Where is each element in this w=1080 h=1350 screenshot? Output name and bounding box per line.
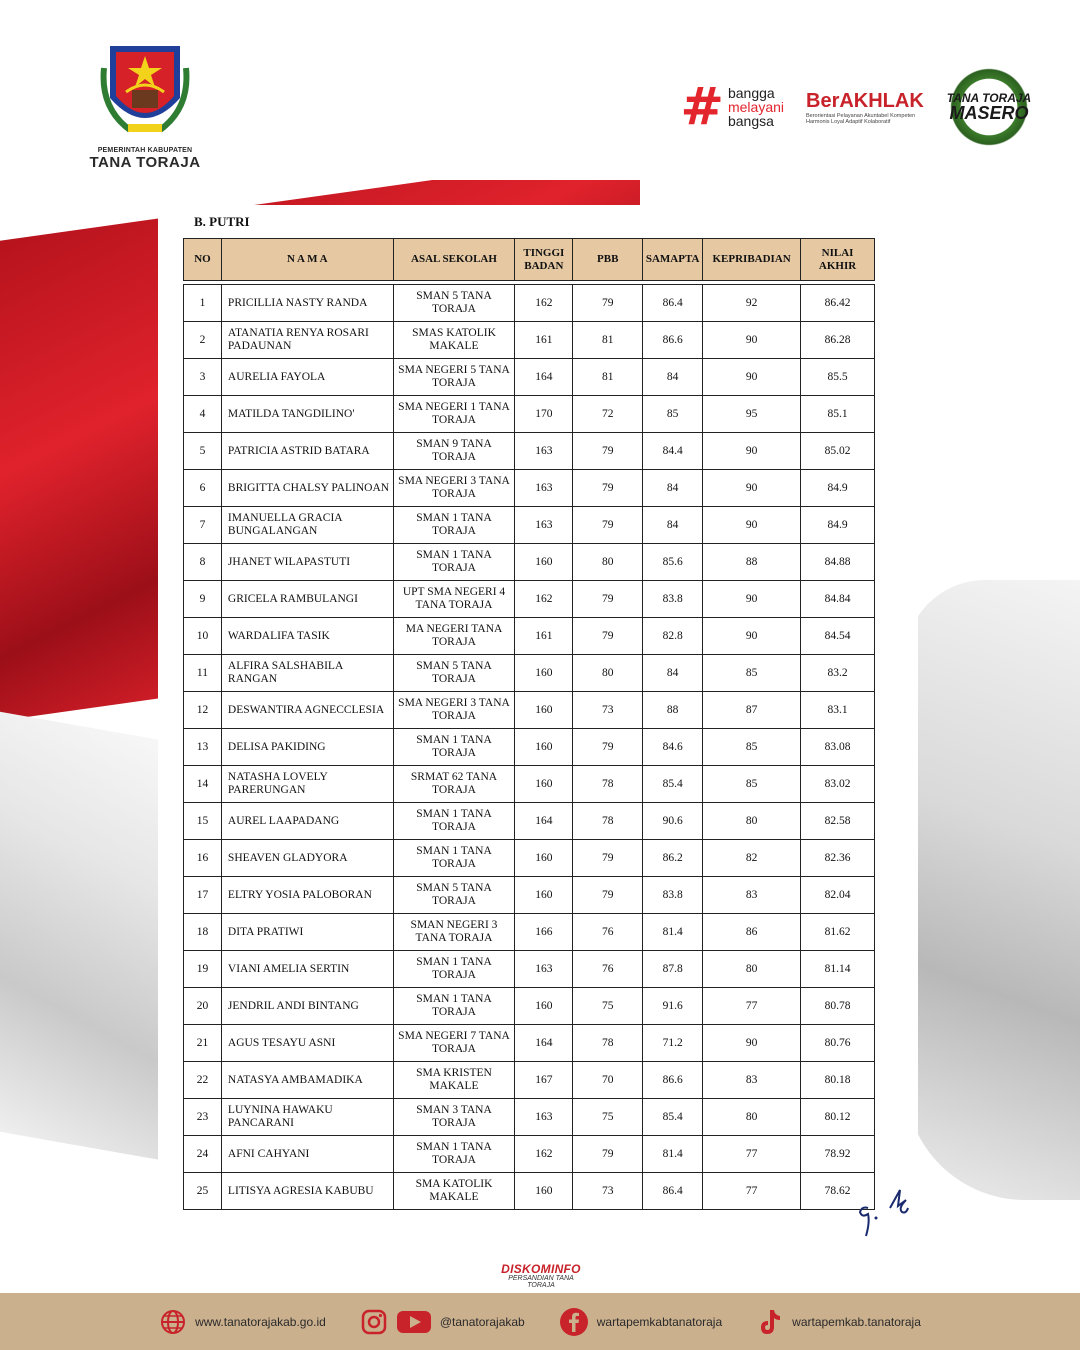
samapta-cell: 82.8 xyxy=(643,618,703,655)
sekolah-cell: SRMAT 62 TANA TORAJA xyxy=(393,766,515,803)
kepribadian-cell: 90 xyxy=(703,359,801,396)
flag-right-fold xyxy=(905,580,1080,1200)
instagram-icon xyxy=(360,1308,388,1336)
pbb-cell: 75 xyxy=(573,988,643,1025)
no-cell: 23 xyxy=(184,1099,222,1136)
header-cell: PBB xyxy=(573,239,643,281)
pbb-cell: 80 xyxy=(573,655,643,692)
kepribadian-cell: 90 xyxy=(703,618,801,655)
tinggi-cell: 162 xyxy=(515,581,573,618)
samapta-cell: 86.4 xyxy=(643,1173,703,1210)
nama-cell: WARDALIFA TASIK xyxy=(221,618,393,655)
samapta-cell: 86.6 xyxy=(643,322,703,359)
pbb-cell: 76 xyxy=(573,914,643,951)
nilai-cell: 83.1 xyxy=(801,692,875,729)
results-table xyxy=(183,238,875,1210)
samapta-cell: 84 xyxy=(643,470,703,507)
pbb-cell: 70 xyxy=(573,1062,643,1099)
nama-cell: JENDRIL ANDI BINTANG xyxy=(221,988,393,1025)
samapta-cell: 83.8 xyxy=(643,877,703,914)
pbb-cell: 79 xyxy=(573,581,643,618)
tinggi-cell: 170 xyxy=(515,396,573,433)
table-row xyxy=(184,396,875,433)
pbb-cell: 79 xyxy=(573,1136,643,1173)
facebook-icon xyxy=(559,1307,589,1337)
tinggi-cell: 160 xyxy=(515,988,573,1025)
nilai-cell: 82.58 xyxy=(801,803,875,840)
nilai-cell: 81.14 xyxy=(801,951,875,988)
table-row xyxy=(184,766,875,803)
nama-cell: IMANUELLA GRACIA BUNGALANGAN xyxy=(221,507,393,544)
nilai-cell: 84.88 xyxy=(801,544,875,581)
header-cell: KEPRIBADIAN xyxy=(703,239,801,281)
pbb-cell: 72 xyxy=(573,396,643,433)
table-row xyxy=(184,877,875,914)
table-row xyxy=(184,507,875,544)
kepribadian-cell: 90 xyxy=(703,322,801,359)
tinggi-cell: 160 xyxy=(515,766,573,803)
sekolah-cell: SMA NEGERI 7 TANA TORAJA xyxy=(393,1025,515,1062)
kepribadian-cell: 90 xyxy=(703,470,801,507)
no-cell: 7 xyxy=(184,507,222,544)
nama-cell: VIANI AMELIA SERTIN xyxy=(221,951,393,988)
table-row xyxy=(184,803,875,840)
pbb-cell: 79 xyxy=(573,618,643,655)
nama-cell: ALFIRA SALSHABILA RANGAN xyxy=(221,655,393,692)
kepribadian-cell: 83 xyxy=(703,877,801,914)
tinggi-cell: 160 xyxy=(515,840,573,877)
tinggi-cell: 162 xyxy=(515,1136,573,1173)
kepribadian-cell: 86 xyxy=(703,914,801,951)
no-cell: 19 xyxy=(184,951,222,988)
no-cell: 13 xyxy=(184,729,222,766)
samapta-cell: 88 xyxy=(643,692,703,729)
tinggi-cell: 163 xyxy=(515,507,573,544)
no-cell: 14 xyxy=(184,766,222,803)
kepribadian-cell: 85 xyxy=(703,766,801,803)
table-row xyxy=(184,322,875,359)
table-body xyxy=(184,281,875,1210)
no-cell: 16 xyxy=(184,840,222,877)
sekolah-cell: SMAN NEGERI 3 TANA TORAJA xyxy=(393,914,515,951)
nilai-cell: 83.2 xyxy=(801,655,875,692)
table-row xyxy=(184,581,875,618)
kepribadian-cell: 77 xyxy=(703,1173,801,1210)
nilai-cell: 86.28 xyxy=(801,322,875,359)
kepribadian-cell: 85 xyxy=(703,655,801,692)
pbb-cell: 76 xyxy=(573,951,643,988)
nama-cell: BRIGITTA CHALSY PALINOAN xyxy=(221,470,393,507)
nama-cell: DITA PRATIWI xyxy=(221,914,393,951)
sekolah-cell: SMAN 1 TANA TORAJA xyxy=(393,544,515,581)
kepribadian-cell: 90 xyxy=(703,1025,801,1062)
samapta-cell: 85.4 xyxy=(643,1099,703,1136)
samapta-cell: 85.4 xyxy=(643,766,703,803)
table-row xyxy=(184,914,875,951)
samapta-cell: 71.2 xyxy=(643,1025,703,1062)
hashtag-icon: # xyxy=(680,77,724,137)
nilai-cell: 80.12 xyxy=(801,1099,875,1136)
globe-icon xyxy=(159,1308,187,1336)
pbb-cell: 79 xyxy=(573,507,643,544)
bmb-word-1: bangga xyxy=(727,85,775,101)
kepribadian-cell: 77 xyxy=(703,1136,801,1173)
header-cell: NO xyxy=(184,239,222,281)
table-row xyxy=(184,470,875,507)
table-row xyxy=(184,1025,875,1062)
sekolah-cell: SMA NEGERI 3 TANA TORAJA xyxy=(393,470,515,507)
pbb-cell: 73 xyxy=(573,692,643,729)
samapta-cell: 81.4 xyxy=(643,1136,703,1173)
section-title: B. PUTRI xyxy=(194,214,250,229)
kepribadian-cell: 90 xyxy=(703,433,801,470)
tinggi-cell: 164 xyxy=(515,359,573,396)
bangga-melayani-bangsa-logo xyxy=(680,77,784,137)
nilai-cell: 84.54 xyxy=(801,618,875,655)
samapta-cell: 87.8 xyxy=(643,951,703,988)
header-cell: N A M A xyxy=(221,239,393,281)
nama-cell: ATANATIA RENYA ROSARI PADAUNAN xyxy=(221,322,393,359)
tinggi-cell: 161 xyxy=(515,322,573,359)
samapta-cell: 83.8 xyxy=(643,581,703,618)
website-link[interactable] xyxy=(159,1308,326,1336)
table-row xyxy=(184,988,875,1025)
samapta-cell: 81.4 xyxy=(643,914,703,951)
table-header-row xyxy=(184,239,875,281)
sekolah-cell: SMAN 3 TANA TORAJA xyxy=(393,1099,515,1136)
samapta-cell: 84 xyxy=(643,359,703,396)
nama-cell: JHANET WILAPASTUTI xyxy=(221,544,393,581)
pbb-cell: 78 xyxy=(573,803,643,840)
pbb-cell: 73 xyxy=(573,1173,643,1210)
header-cell: TINGGI BADAN xyxy=(515,239,573,281)
pbb-cell: 79 xyxy=(573,433,643,470)
nilai-cell: 85.1 xyxy=(801,396,875,433)
tinggi-cell: 160 xyxy=(515,544,573,581)
nilai-cell: 82.04 xyxy=(801,877,875,914)
no-cell: 2 xyxy=(184,322,222,359)
social-handle: @tanatorajakab xyxy=(439,1314,525,1329)
nama-cell: ELTRY YOSIA PALOBORAN xyxy=(221,877,393,914)
masero-line-2: MASERO xyxy=(949,103,1029,123)
nilai-cell: 81.62 xyxy=(801,914,875,951)
nilai-cell: 85.5 xyxy=(801,359,875,396)
nilai-cell: 85.02 xyxy=(801,433,875,470)
table-row xyxy=(184,618,875,655)
table-row xyxy=(184,692,875,729)
header-cell: SAMAPTA xyxy=(643,239,703,281)
tiktok-link[interactable] xyxy=(756,1307,921,1337)
nama-cell: AFNI CAHYANI xyxy=(221,1136,393,1173)
table-row xyxy=(184,1062,875,1099)
sekolah-cell: MA NEGERI TANA TORAJA xyxy=(393,618,515,655)
kepribadian-cell: 92 xyxy=(703,285,801,322)
nilai-cell: 83.02 xyxy=(801,766,875,803)
sekolah-cell: SMA NEGERI 1 TANA TORAJA xyxy=(393,396,515,433)
no-cell: 12 xyxy=(184,692,222,729)
samapta-cell: 84 xyxy=(643,655,703,692)
no-cell: 22 xyxy=(184,1062,222,1099)
kepribadian-cell: 87 xyxy=(703,692,801,729)
facebook-text: wartapemkabtanatoraja xyxy=(596,1314,723,1329)
samapta-cell: 86.6 xyxy=(643,1062,703,1099)
tinggi-cell: 164 xyxy=(515,803,573,840)
no-cell: 9 xyxy=(184,581,222,618)
sekolah-cell: SMAN 1 TANA TORAJA xyxy=(393,840,515,877)
nama-cell: AGUS TESAYU ASNI xyxy=(221,1025,393,1062)
sekolah-cell: SMAN 5 TANA TORAJA xyxy=(393,877,515,914)
sekolah-cell: SMAN 1 TANA TORAJA xyxy=(393,507,515,544)
sekolah-cell: SMAN 5 TANA TORAJA xyxy=(393,285,515,322)
samapta-cell: 85 xyxy=(643,396,703,433)
nilai-cell: 84.9 xyxy=(801,470,875,507)
kepribadian-cell: 83 xyxy=(703,1062,801,1099)
kepribadian-cell: 80 xyxy=(703,951,801,988)
samapta-cell: 86.4 xyxy=(643,285,703,322)
nilai-cell: 78.62 xyxy=(801,1173,875,1210)
pbb-cell: 79 xyxy=(573,285,643,322)
kepribadian-cell: 85 xyxy=(703,729,801,766)
tinggi-cell: 160 xyxy=(515,877,573,914)
tinggi-cell: 167 xyxy=(515,1062,573,1099)
nilai-cell: 80.76 xyxy=(801,1025,875,1062)
pbb-cell: 78 xyxy=(573,1025,643,1062)
sekolah-cell: SMAN 9 TANA TORAJA xyxy=(393,433,515,470)
social-link[interactable] xyxy=(360,1308,525,1336)
diskominfo-subtitle: PERSANDIAN TANA TORAJA xyxy=(508,1275,574,1289)
table-row xyxy=(184,1099,875,1136)
nilai-cell: 86.42 xyxy=(801,285,875,322)
no-cell: 1 xyxy=(184,285,222,322)
tinggi-cell: 160 xyxy=(515,1173,573,1210)
no-cell: 24 xyxy=(184,1136,222,1173)
pbb-cell: 75 xyxy=(573,1099,643,1136)
pbb-cell: 79 xyxy=(573,877,643,914)
nama-cell: MATILDA TANGDILINO' xyxy=(221,396,393,433)
tinggi-cell: 163 xyxy=(515,1099,573,1136)
table-row xyxy=(184,840,875,877)
signature-mark xyxy=(848,1178,918,1238)
sekolah-cell: SMAN 1 TANA TORAJA xyxy=(393,951,515,988)
diskominfo-title: DISKOMINFO xyxy=(501,1262,581,1276)
bmb-word-2: melayani xyxy=(727,99,784,115)
gov-name: TANA TORAJA xyxy=(89,154,201,171)
samapta-cell: 85.6 xyxy=(643,544,703,581)
nama-cell: LUYNINA HAWAKU PANCARANI xyxy=(221,1099,393,1136)
table-row xyxy=(184,544,875,581)
table-row xyxy=(184,951,875,988)
tiktok-icon xyxy=(756,1307,784,1337)
samapta-cell: 86.2 xyxy=(643,840,703,877)
nama-cell: NATASYA AMBAMADIKA xyxy=(221,1062,393,1099)
no-cell: 6 xyxy=(184,470,222,507)
nama-cell: AURELIA FAYOLA xyxy=(221,359,393,396)
nilai-cell: 80.18 xyxy=(801,1062,875,1099)
tinggi-cell: 160 xyxy=(515,655,573,692)
no-cell: 20 xyxy=(184,988,222,1025)
berakhlak-desc-2: Harmonis Loyal Adaptif Kolaboratif xyxy=(806,118,891,125)
pbb-cell: 81 xyxy=(573,322,643,359)
nama-cell: GRICELA RAMBULANGI xyxy=(221,581,393,618)
bmb-word-3: bangsa xyxy=(727,113,774,129)
sekolah-cell: SMA KATOLIK MAKALE xyxy=(393,1173,515,1210)
no-cell: 18 xyxy=(184,914,222,951)
pbb-cell: 79 xyxy=(573,729,643,766)
sekolah-cell: SMAN 5 TANA TORAJA xyxy=(393,655,515,692)
tinggi-cell: 160 xyxy=(515,729,573,766)
nilai-cell: 84.84 xyxy=(801,581,875,618)
no-cell: 10 xyxy=(184,618,222,655)
no-cell: 21 xyxy=(184,1025,222,1062)
tana-toraja-masero-logo xyxy=(946,62,1032,152)
nama-cell: SHEAVEN GLADYORA xyxy=(221,840,393,877)
tinggi-cell: 163 xyxy=(515,951,573,988)
nilai-cell: 84.9 xyxy=(801,507,875,544)
tinggi-cell: 160 xyxy=(515,692,573,729)
sekolah-cell: UPT SMA NEGERI 4 TANA TORAJA xyxy=(393,581,515,618)
kepribadian-cell: 90 xyxy=(703,507,801,544)
sekolah-cell: SMAN 1 TANA TORAJA xyxy=(393,729,515,766)
header-cell: ASAL SEKOLAH xyxy=(393,239,515,281)
facebook-link[interactable] xyxy=(559,1307,722,1337)
table-row xyxy=(184,433,875,470)
no-cell: 8 xyxy=(184,544,222,581)
table-row xyxy=(184,655,875,692)
kepribadian-cell: 90 xyxy=(703,581,801,618)
pbb-cell: 81 xyxy=(573,359,643,396)
no-cell: 17 xyxy=(184,877,222,914)
samapta-cell: 84 xyxy=(643,507,703,544)
gov-line: PEMERINTAH KABUPATEN xyxy=(97,147,193,154)
sekolah-cell: SMAN 1 TANA TORAJA xyxy=(393,803,515,840)
nama-cell: PRICILLIA NASTY RANDA xyxy=(221,285,393,322)
nama-cell: AUREL LAAPADANG xyxy=(221,803,393,840)
samapta-cell: 84.6 xyxy=(643,729,703,766)
no-cell: 11 xyxy=(184,655,222,692)
pbb-cell: 80 xyxy=(573,544,643,581)
regency-logo xyxy=(80,38,210,171)
nama-cell: NATASHA LOVELY PARERUNGAN xyxy=(221,766,393,803)
no-cell: 3 xyxy=(184,359,222,396)
tinggi-cell: 161 xyxy=(515,618,573,655)
tinggi-cell: 166 xyxy=(515,914,573,951)
nama-cell: PATRICIA ASTRID BATARA xyxy=(221,433,393,470)
nilai-cell: 80.78 xyxy=(801,988,875,1025)
table-row xyxy=(184,285,875,322)
nama-cell: DESWANTIRA AGNECCLESIA xyxy=(221,692,393,729)
sekolah-cell: SMA NEGERI 3 TANA TORAJA xyxy=(393,692,515,729)
no-cell: 4 xyxy=(184,396,222,433)
berakhlak-logo xyxy=(806,90,924,125)
sekolah-cell: SMAS KATOLIK MAKALE xyxy=(393,322,515,359)
berakhlak-title: BerAKHLAK xyxy=(806,89,924,112)
sekolah-cell: SMAN 1 TANA TORAJA xyxy=(393,1136,515,1173)
no-cell: 25 xyxy=(184,1173,222,1210)
pbb-cell: 79 xyxy=(573,470,643,507)
partner-logos xyxy=(680,62,1032,152)
kepribadian-cell: 95 xyxy=(703,396,801,433)
table-row xyxy=(184,359,875,396)
samapta-cell: 84.4 xyxy=(643,433,703,470)
berakhlak-desc-1: Berorientasi Pelayanan Akuntabel Kompeten xyxy=(806,112,916,119)
nilai-cell: 83.08 xyxy=(801,729,875,766)
tinggi-cell: 164 xyxy=(515,1025,573,1062)
kepribadian-cell: 77 xyxy=(703,988,801,1025)
tinggi-cell: 162 xyxy=(515,285,573,322)
pbb-cell: 78 xyxy=(573,766,643,803)
masero-line-1: TANA TORAJA xyxy=(946,91,1032,105)
kepribadian-cell: 80 xyxy=(703,803,801,840)
nilai-cell: 78.92 xyxy=(801,1136,875,1173)
samapta-cell: 90.6 xyxy=(643,803,703,840)
tinggi-cell: 163 xyxy=(515,433,573,470)
nama-cell: DELISA PAKIDING xyxy=(221,729,393,766)
no-cell: 15 xyxy=(184,803,222,840)
table-row xyxy=(184,1136,875,1173)
kepribadian-cell: 80 xyxy=(703,1099,801,1136)
youtube-icon xyxy=(396,1309,432,1335)
sekolah-cell: SMA KRISTEN MAKALE xyxy=(393,1062,515,1099)
nama-cell: LITISYA AGRESIA KABUBU xyxy=(221,1173,393,1210)
regency-emblem-icon xyxy=(100,38,190,138)
table-row xyxy=(184,729,875,766)
diskominfo-logo xyxy=(495,1262,587,1289)
sekolah-cell: SMA NEGERI 5 TANA TORAJA xyxy=(393,359,515,396)
samapta-cell: 91.6 xyxy=(643,988,703,1025)
kepribadian-cell: 88 xyxy=(703,544,801,581)
no-cell: 5 xyxy=(184,433,222,470)
tiktok-text: wartapemkab.tanatoraja xyxy=(792,1314,921,1329)
header-cell: NILAI AKHIR xyxy=(801,239,875,281)
kepribadian-cell: 82 xyxy=(703,840,801,877)
sekolah-cell: SMAN 1 TANA TORAJA xyxy=(393,988,515,1025)
footer-bar xyxy=(0,1293,1080,1350)
tinggi-cell: 163 xyxy=(515,470,573,507)
table-row xyxy=(184,1173,875,1210)
website-text: www.tanatorajakab.go.id xyxy=(195,1314,326,1329)
pbb-cell: 79 xyxy=(573,840,643,877)
nilai-cell: 82.36 xyxy=(801,840,875,877)
